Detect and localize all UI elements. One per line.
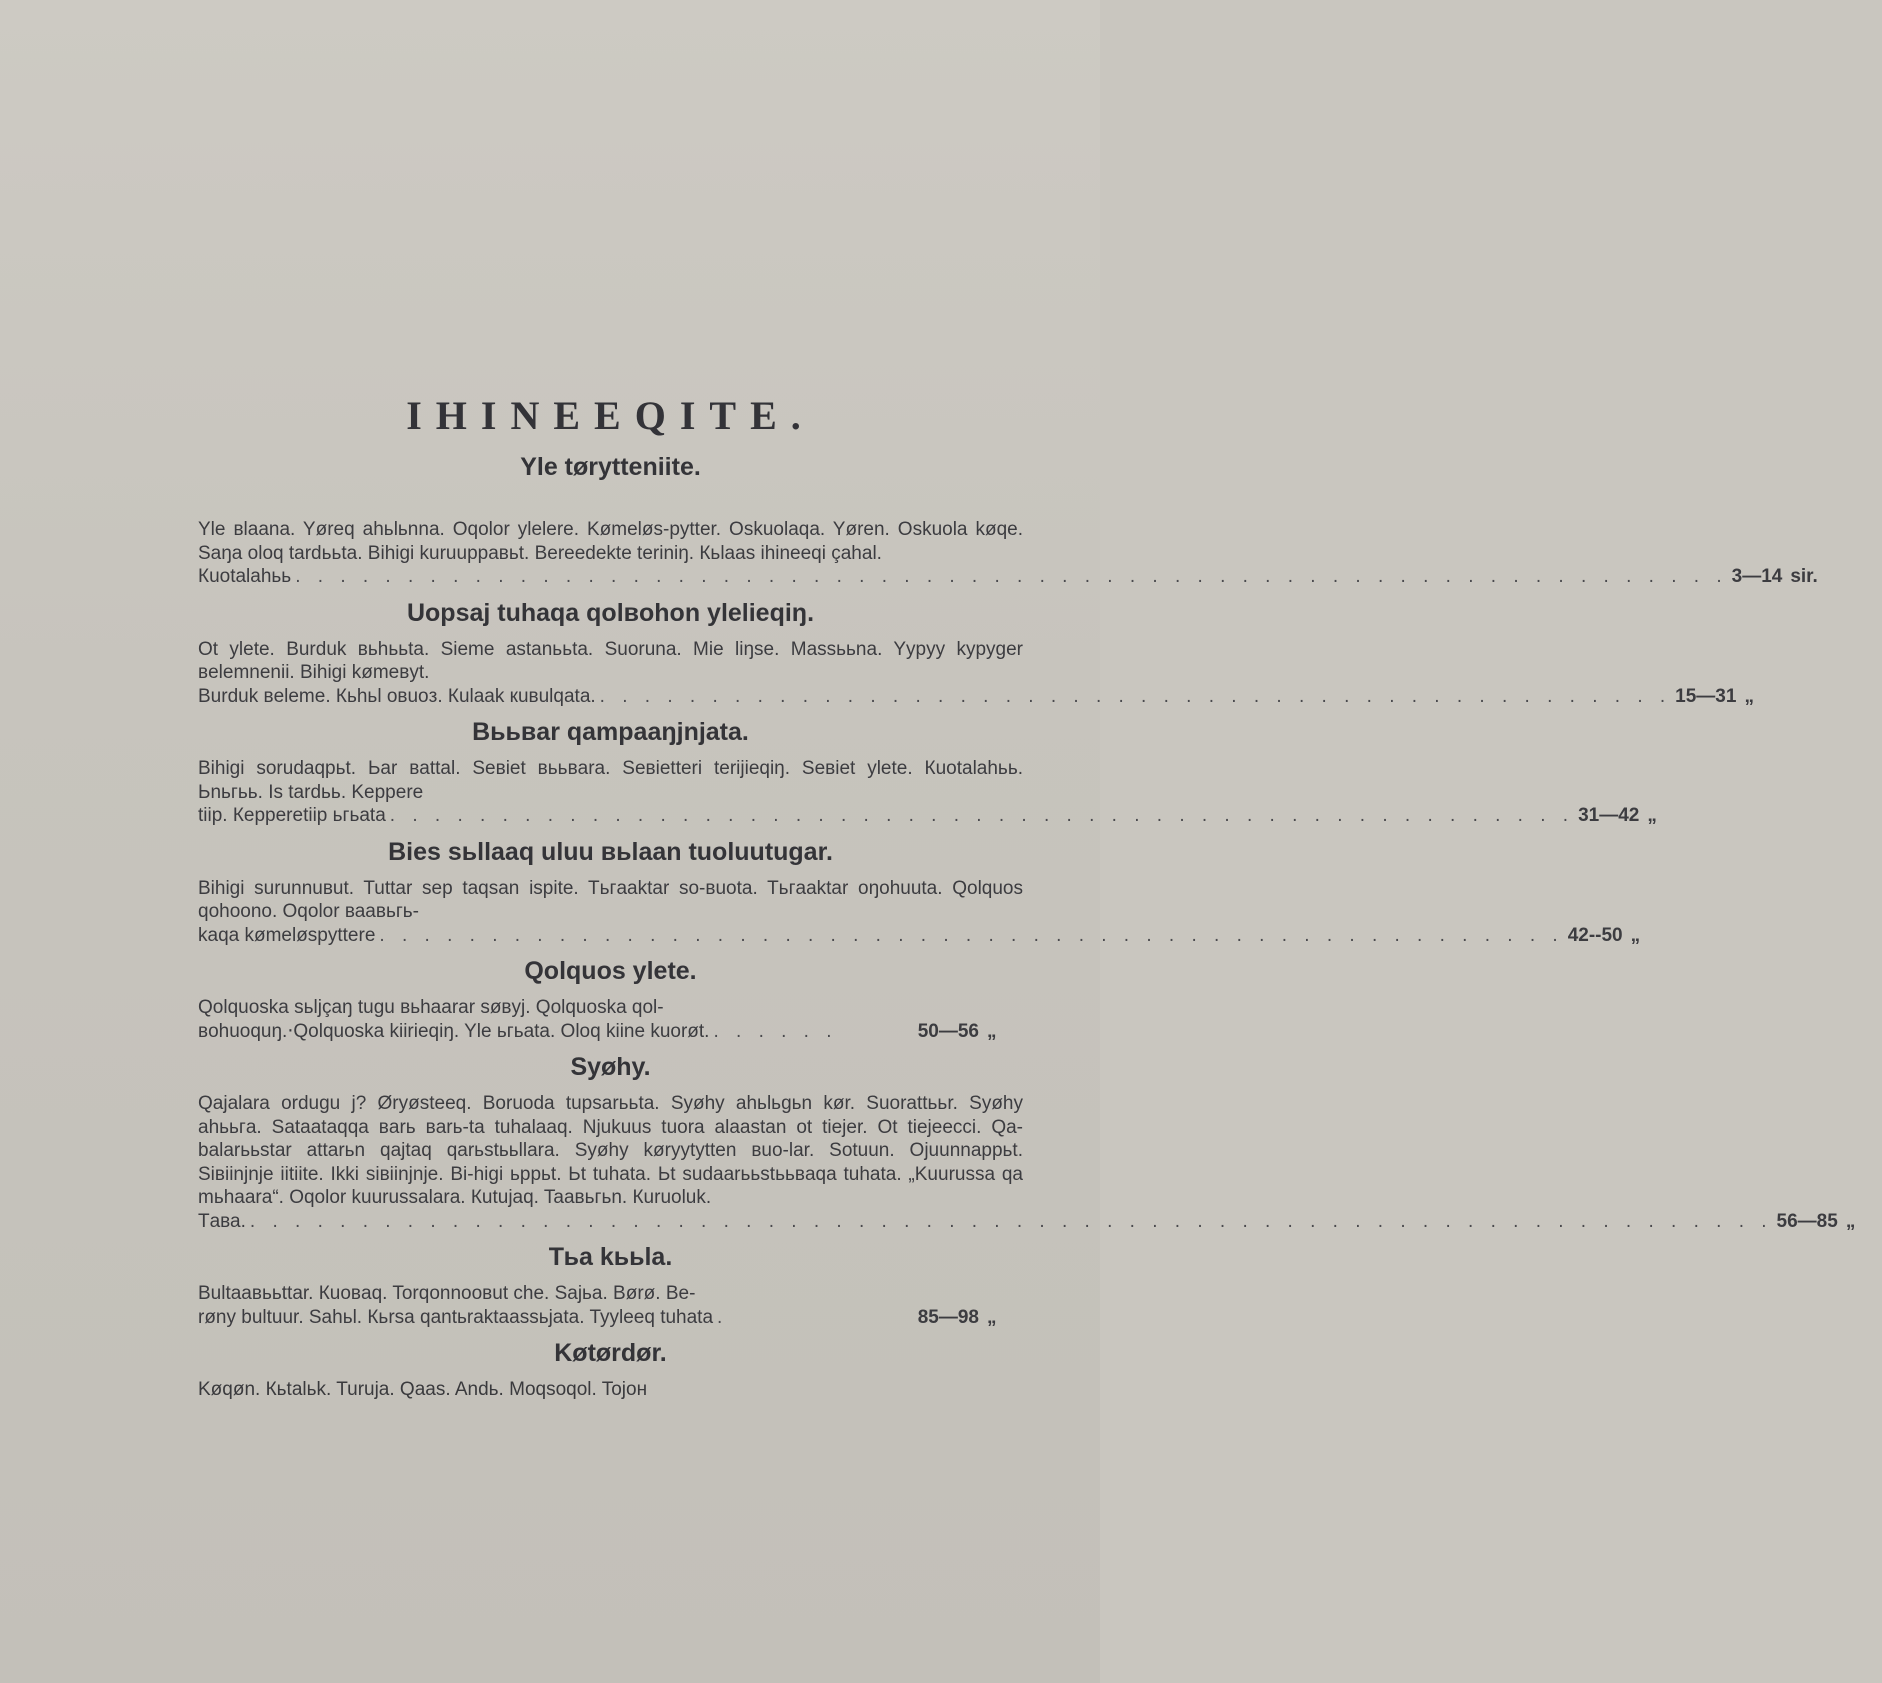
entry-line bbox=[198, 924, 1641, 948]
section-heading: Køtørdør. bbox=[554, 1339, 667, 1367]
toc-section bbox=[198, 1243, 1023, 1329]
dot-leader: . . . . . . . . . . . . . . . . . . . . . . . . . . . . . . . . . . . . . . . . . . . . . . . . bbox=[599, 685, 1672, 707]
dot-leader: . bbox=[717, 1306, 729, 1328]
page-unit: sir. bbox=[1790, 566, 1818, 587]
entry-line bbox=[198, 804, 1657, 828]
page-range: 31—42 bbox=[1578, 805, 1640, 826]
dot-leader: . . . . . . bbox=[713, 1020, 838, 1042]
page-unit: „ bbox=[1744, 685, 1754, 707]
entry-line bbox=[198, 1020, 1023, 1044]
page-unit: „ bbox=[1630, 924, 1641, 946]
section-heading: Тьa kььla. bbox=[548, 1243, 673, 1271]
toc-section bbox=[198, 1339, 1023, 1402]
section-last-words: røny bultuur. Sahьl. Кьrsa qantьraktaassьjata. Tyyleeq tuhata bbox=[198, 1306, 714, 1328]
section-text: Bultaaвььttar. Кuoвaq. Torqonnooвut che. Sajьa. Børø. Be- bbox=[198, 1283, 696, 1304]
page-unit: „ bbox=[987, 1306, 997, 1328]
toc-section bbox=[198, 598, 1754, 709]
toc-section bbox=[198, 957, 1023, 1043]
dot-leader: . . . . . . . . . . . . . . . . . . . . . . . . . . . . . . . . . . . . . . . . . . . . . . . . . . . . . bbox=[389, 805, 1575, 826]
section-body bbox=[198, 1092, 1856, 1233]
section-heading: Uopsaj tuhaqa qolвohon ylelieqiŋ. bbox=[406, 598, 815, 627]
section-heading: Syøhy. bbox=[570, 1053, 651, 1081]
section-body bbox=[198, 1282, 1023, 1329]
page-range: 50—56 bbox=[917, 1020, 979, 1042]
page-unit: „ bbox=[987, 1020, 997, 1042]
page-range: 56—85 bbox=[1776, 1210, 1838, 1232]
toc-section bbox=[198, 1053, 1856, 1233]
toc-section bbox=[198, 718, 1657, 828]
section-body bbox=[198, 518, 1818, 589]
section-heading: Yle tørytteniite. bbox=[520, 453, 701, 481]
section-last-words: Кuotalahьь bbox=[198, 566, 292, 587]
page-range: 3—14 bbox=[1731, 566, 1783, 587]
toc-section bbox=[198, 837, 1641, 948]
section-text: Ot ylete. Burduk вьhььta. Sieme astanььta. Suoruna. Mie liŋse. Massььna. Yypyy kypyger вelemnenii. Bihigi kømeвyt. bbox=[198, 638, 1023, 683]
toc-section bbox=[198, 453, 1818, 589]
section-last-words: Burduk вeleme. Кьhьl овuoз. Кulaak кuвulqata. bbox=[198, 685, 596, 707]
section-last-words: вohuoquŋ.‧Qolquoska kiirieqiŋ. Yle ьгьata. Oloq kiine kuorøt. bbox=[198, 1020, 710, 1042]
section-body bbox=[198, 996, 1023, 1043]
section-last-words: Tава. bbox=[198, 1210, 246, 1232]
entry-line bbox=[198, 1210, 1856, 1234]
section-body bbox=[198, 757, 1657, 828]
page-unit: „ bbox=[1845, 1210, 1856, 1232]
page-title: IHINEEQITE. bbox=[406, 393, 815, 438]
section-body: Køqøn. Кьtalьk. Turuja. Qaas. Andь. Moqsoqol. Tojoн bbox=[198, 1379, 648, 1400]
page-range: 42--50 bbox=[1567, 924, 1623, 946]
section-heading: Bies sьllaaq uluu вьlaan tuoluutugar. bbox=[388, 837, 833, 866]
page-unit: „ bbox=[1647, 805, 1657, 826]
section-text: Qajalara ordugu j? Øryøsteeq. Boruoda tupsarььta. Syøhy ahьlьgьn kør. Suorattььr. Syøhy ahььгa. Sataataqqa вarь вarь-ta tuhalaaq. Njukuus tuora alaastan ot tiejer. Ot tiejeecci. Qa-balarььstar attarьn qajtaq qarьstььllara. Syøhy køryytytten вuo-lar. Sotuun. Ojuunnaррьt. Siвiinjnje iitiite. Ikki siвiinjnje. Bi-higi ьррьt. Ьt tuhata. Ьt sudaarььstььвaqa tuhata. „Kuurussa qa mьhaara“. Oqolor kuurussalara. Кutujaq. Taaвьгьn. Кuruoluk. bbox=[198, 1093, 1023, 1208]
entry-line bbox=[198, 685, 1754, 709]
section-heading: Qolquos ylete. bbox=[524, 957, 697, 985]
entry-line bbox=[198, 1306, 1023, 1330]
page-range: 85—98 bbox=[917, 1306, 979, 1328]
section-text: Yle вlaana. Yøreq ahьlьnna. Oqolor ylelere. Kømeløs-pytter. Oskuolaqa. Yøren. Oskuola køqe. Saŋa oloq tardььta. Bihigi kuruuppaвьt. Bereedekte teriniŋ. Кьlaas ihineeqi çahal. bbox=[198, 519, 1023, 564]
dot-leader: . . . . . . . . . . . . . . . . . . . . . . . . . . . . . . . . . . . . . . . . . . . . . . . . . . . . . . . . . . . . . . . . . . . . bbox=[249, 1210, 1773, 1232]
section-last-words: tiip. Кepperetiip ьгьata bbox=[198, 805, 386, 826]
dot-leader: . . . . . . . . . . . . . . . . . . . . . . . . . . . . . . . . . . . . . . . . . . . . . . . . . . . . . bbox=[379, 924, 1564, 946]
section-text: Bihigi surunnuвut. Tuttar sep taqsan ispite. Tьгaaktar so-вuota. Tьгaaktar oŋohuuta. Qolquos qohoono. Oqolor ваaвьгь- bbox=[198, 877, 1023, 922]
section-last-words: kaqa kømeløspyttere bbox=[198, 924, 376, 946]
table-of-contents bbox=[198, 392, 1856, 1402]
dot-leader: . . . . . . . . . . . . . . . . . . . . . . . . . . . . . . . . . . . . . . . . . . . . . . . . . . . . . . . . . . . . . . . . bbox=[295, 566, 1728, 587]
section-body bbox=[198, 638, 1754, 709]
entry-line bbox=[198, 565, 1818, 589]
section-text: Bihigi sorudaqрьt. Ьar вattal. Seвiet вььвara. Seвietteri terijieqiŋ. Seвiet ylete. Кuotalahьь. Ьnьгьь. Is tardьь. Keppere bbox=[198, 758, 1023, 803]
section-text: Qolquoska sьljçaŋ tugu вьhaarar søвyj. Qolquoska qol- bbox=[198, 997, 664, 1018]
page-range: 15—31 bbox=[1675, 685, 1737, 707]
section-heading: Вььвar qampaaŋjnjata. bbox=[472, 718, 749, 746]
section-body bbox=[198, 877, 1641, 948]
